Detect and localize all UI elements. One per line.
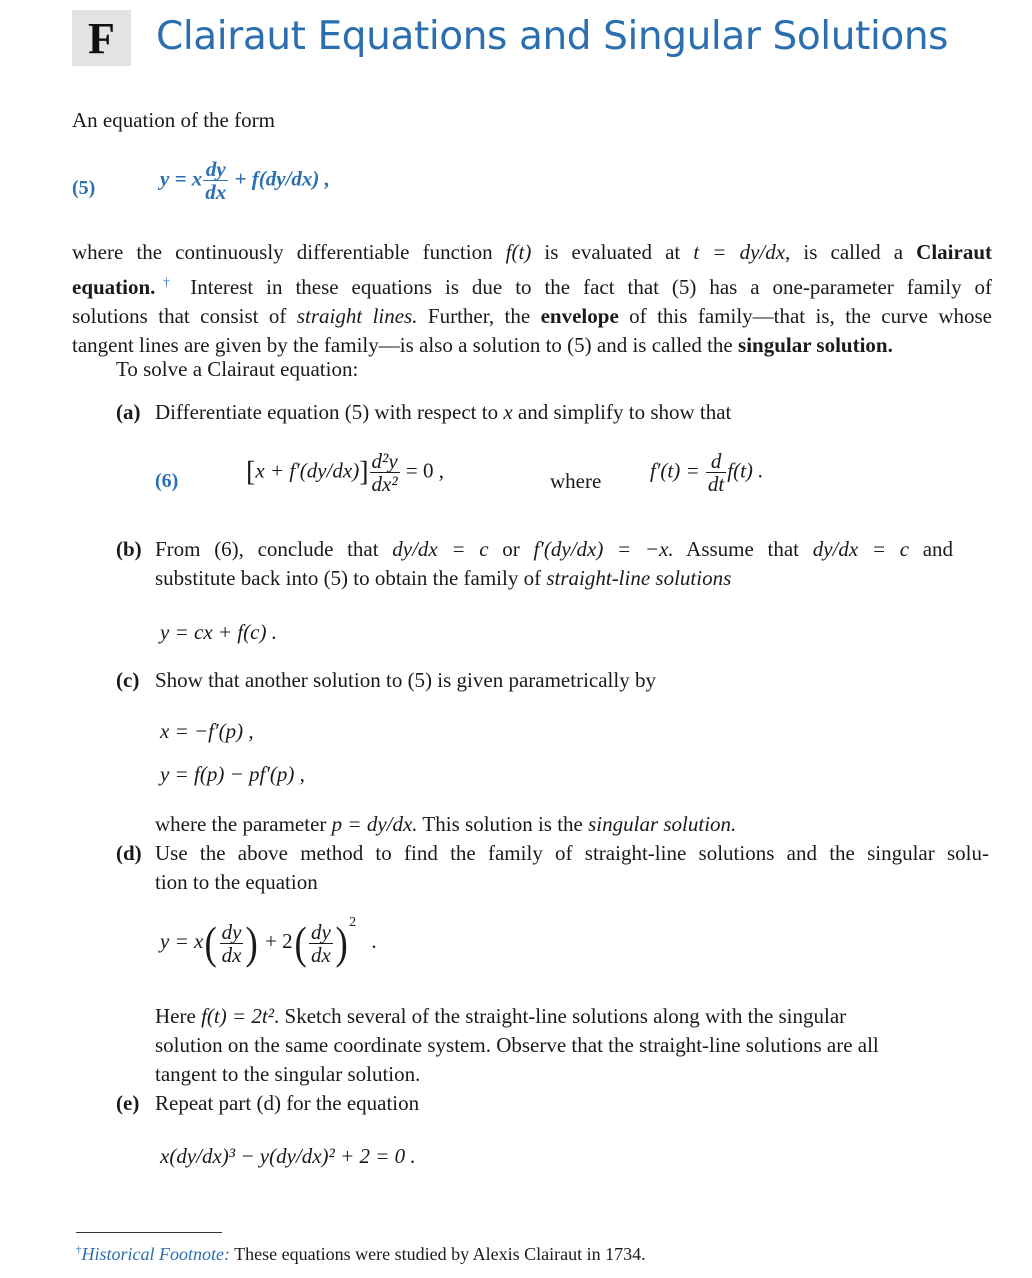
eq5-fraction <box>203 158 228 203</box>
equation-5 <box>160 158 330 203</box>
part-b-text: or <box>488 537 534 561</box>
part-b-label: (b) <box>116 537 142 561</box>
eq6-where: where <box>550 469 602 493</box>
parametric-eq-y: y = f(p) − pf′(p) , <box>160 762 305 786</box>
part-a-text-1: Differentiate equation (5) with respect to <box>155 400 504 424</box>
part-d-text: Here <box>155 1004 202 1028</box>
part-a-var-x: x <box>503 400 513 424</box>
part-b-math: f′(dy/dx) = −x. <box>533 537 674 561</box>
part-d-num: dy <box>310 919 331 944</box>
part-d-frac-1 <box>220 921 244 966</box>
intro-text: An equation of the form <box>72 108 275 132</box>
part-b-line1 <box>155 535 953 564</box>
eq6-fprime: f′(t) = <box>650 458 700 483</box>
eq6-d-den: dt <box>707 472 725 496</box>
part-b-italic: straight-line solutions <box>546 566 732 590</box>
eq6-inner: x + f′(dy/dx) <box>255 458 360 483</box>
para1-text: is evaluated at <box>531 240 694 264</box>
part-d-here-line3: tangent to the singular solution. <box>155 1062 421 1086</box>
equation-6 <box>246 450 444 495</box>
eq6-equals-zero: = 0 , <box>405 458 445 483</box>
part-d-eq-lhs: y = x <box>160 929 204 953</box>
parametric-eq-x: x = −f′(p) , <box>160 719 254 743</box>
part-d-label: (d) <box>116 841 142 865</box>
part-d-frac-2 <box>309 921 333 966</box>
eq6-num: d²y <box>371 449 398 473</box>
part-d-math: f(t) = 2t² <box>201 1004 275 1028</box>
eq6-ft: f(t) . <box>727 458 764 483</box>
part-b-text <box>155 535 953 593</box>
para1-text: tangent lines are given by the family—is also a solution to (5) and is called the <box>72 333 739 357</box>
footnote-divider <box>76 1232 222 1233</box>
para1-text: of this family—that is, the curve whose <box>618 304 992 328</box>
paren-close: ) <box>335 917 348 969</box>
straight-line-solution-eq: y = cx + f(c) . <box>160 620 277 644</box>
part-c-text: where the parameter <box>155 812 332 836</box>
term-clairaut: Clairaut <box>916 240 992 264</box>
page-title: Clairaut Equations and Singular Solutions <box>156 14 949 59</box>
to-solve-text: To solve a Clairaut equation: <box>116 357 359 381</box>
footnote-label: Historical Footnote: <box>81 1244 230 1264</box>
part-e-equation: x(dy/dx)³ − y(dy/dx)² + 2 = 0 . <box>160 1144 416 1168</box>
eq6-derivative <box>706 450 726 495</box>
part-d-here-line1 <box>155 1002 975 1031</box>
footnote-dagger-ref[interactable]: † <box>155 274 178 289</box>
part-a-text-2: and simplify to show that <box>512 400 732 424</box>
part-b-text: substitute back into (5) to obtain the family of <box>155 566 547 590</box>
part-d-dot: . <box>371 929 377 953</box>
paren-open: ( <box>204 917 218 969</box>
part-b-math: dy/dx = c <box>392 537 489 561</box>
para1-text: Interest in these equations is due to the fact that (5) has a one-parameter family of <box>177 275 993 299</box>
part-b-text: and <box>909 537 954 561</box>
part-e-label: (e) <box>116 1091 140 1115</box>
footnote-dagger: † <box>76 1244 82 1256</box>
part-b-line2 <box>155 564 953 593</box>
eq6-bracket-open: [ <box>246 456 256 488</box>
part-c-italic: singular solution. <box>588 812 737 836</box>
definition-paragraph <box>72 238 992 360</box>
eq6-d-num: d <box>706 450 726 473</box>
part-c-label: (c) <box>116 668 140 692</box>
part-d-den: dx <box>221 942 242 967</box>
para1-math: t = dy/dx <box>693 240 786 264</box>
equation-6-definition <box>650 450 763 495</box>
footnote <box>76 1244 646 1265</box>
part-d-line1: Use the above method to find the family of straight-line solutions and the singular solu- <box>155 841 989 865</box>
para1-text: , is called a <box>785 240 917 264</box>
paren-open: ( <box>294 917 307 969</box>
para1-italic: straight lines. <box>296 304 418 328</box>
part-d-text <box>155 839 989 897</box>
part-d-equation <box>160 915 377 985</box>
para1-math: f(t) <box>505 240 532 264</box>
part-c-math: p = dy/dx. <box>331 812 418 836</box>
paren-close: ) <box>246 917 259 969</box>
part-d-here <box>155 1002 975 1089</box>
part-a-text <box>155 398 731 427</box>
eq5-lhs: y = x <box>160 166 203 191</box>
section-badge: F <box>72 10 131 66</box>
part-c-after <box>155 810 736 839</box>
para1-text: solutions that consist of <box>72 304 297 328</box>
part-a-label: (a) <box>116 400 141 424</box>
part-c-text: Show that another solution to (5) is given parametrically by <box>155 668 656 692</box>
part-c-text: This solution is the <box>417 812 589 836</box>
para1-text: where the continuously differentiable function <box>72 240 506 264</box>
part-d-exponent: 2 <box>349 915 357 930</box>
eq6-number: (6) <box>155 470 179 492</box>
para1-line3 <box>72 302 992 331</box>
part-d-line2: tion to the equation <box>155 870 318 894</box>
eq5-rest: + f(dy/dx) , <box>234 166 330 191</box>
eq6-bracket-close: ] <box>359 456 369 488</box>
part-d-here-line2: solution on the same coordinate system. Observe that the straight-line solutions are all <box>155 1033 879 1057</box>
part-e-text: Repeat part (d) for the equation <box>155 1091 420 1115</box>
part-d-text: . Sketch several of the straight-line solutions along with the singular <box>274 1004 847 1028</box>
eq5-den: dx <box>205 180 227 204</box>
eq5-number: (5) <box>72 177 96 199</box>
part-d-plus: + 2 <box>265 929 293 953</box>
eq6-den: dx² <box>371 472 398 496</box>
footnote-text: These equations were studied by Alexis Clairaut in 1734. <box>229 1244 646 1264</box>
part-b-text: From (6), conclude that <box>155 537 393 561</box>
eq5-num: dy <box>203 158 228 181</box>
part-d-num: dy <box>221 919 242 944</box>
term-envelope: envelope <box>540 304 619 328</box>
term-singular-solution: singular solution. <box>738 333 893 357</box>
para1-line1 <box>72 238 992 267</box>
para1-line2 <box>72 267 992 302</box>
part-b-text: Assume that <box>673 537 813 561</box>
eq6-fraction <box>370 450 400 495</box>
part-b-math: dy/dx = c <box>812 537 910 561</box>
para1-text: Further, the <box>417 304 541 328</box>
part-d-den: dx <box>310 942 331 967</box>
term-equation: equation. <box>72 275 156 299</box>
